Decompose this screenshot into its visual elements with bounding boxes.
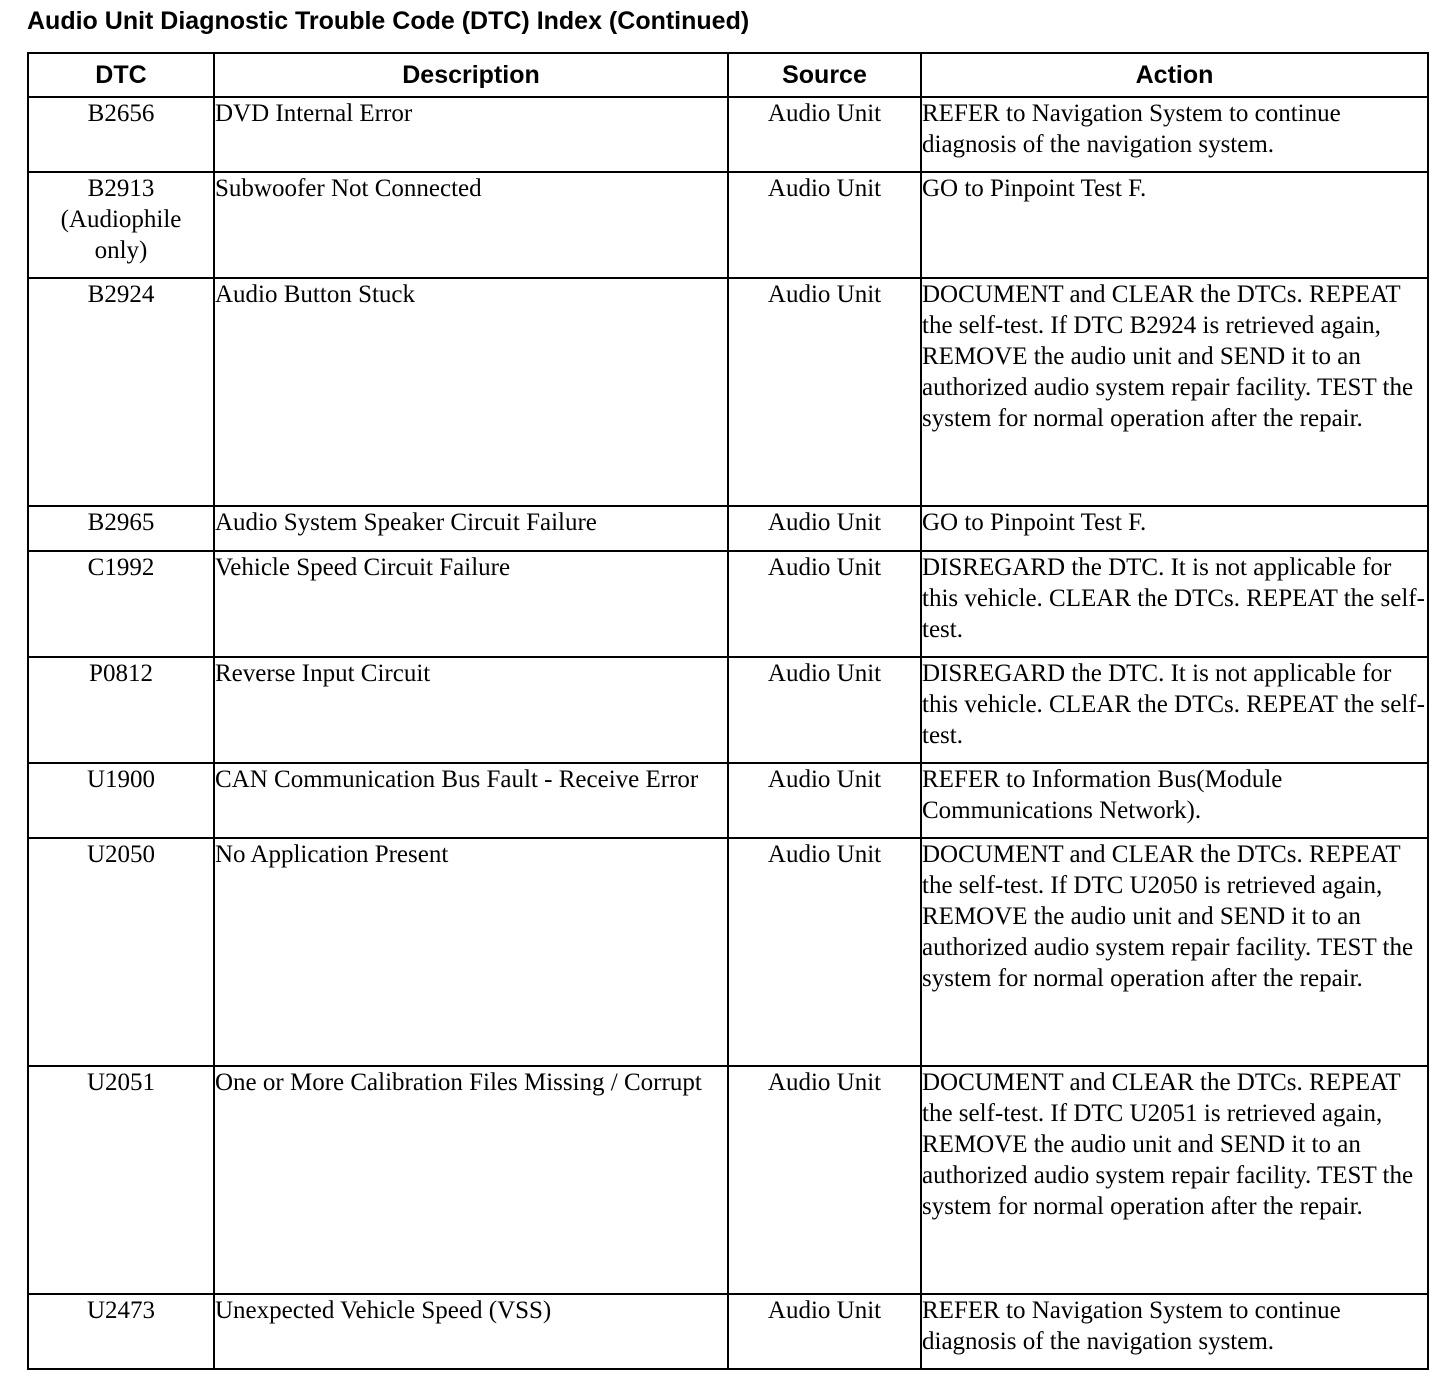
cell-description: Audio System Speaker Circuit Failure	[214, 506, 728, 551]
cell-dtc	[28, 763, 214, 838]
cell-dtc	[28, 1294, 214, 1369]
dtc-code-line: B2656	[87, 100, 155, 127]
table-row	[28, 1294, 1428, 1369]
cell-description: Vehicle Speed Circuit Failure	[214, 551, 728, 657]
page-title: Audio Unit Diagnostic Trouble Code (DTC) Index (Continued)	[27, 7, 750, 35]
cell-action: DOCUMENT and CLEAR the DTCs. REPEAT the self-test. If DTC U2050 is retrieved again, REMOVE the audio unit and SEND it to an authorized audio system repair facility. TEST the system for normal operation after the repair.	[921, 838, 1428, 1066]
dtc-code-line: U2050	[86, 841, 156, 868]
cell-action: DOCUMENT and CLEAR the DTCs. REPEAT the self-test. If DTC B2924 is retrieved again, REMOVE the audio unit and SEND it to an authorized audio system repair facility. TEST the system for normal operation after the repair.	[921, 278, 1428, 506]
cell-action: DOCUMENT and CLEAR the DTCs. REPEAT the self-test. If DTC U2051 is retrieved again, REMOVE the audio unit and SEND it to an authorized audio system repair facility. TEST the system for normal operation after the repair.	[921, 1066, 1428, 1294]
cell-source: Audio Unit	[728, 172, 921, 278]
cell-dtc	[28, 838, 214, 1066]
cell-source: Audio Unit	[728, 763, 921, 838]
table-row	[28, 763, 1428, 838]
table-header-row	[28, 53, 1428, 97]
cell-dtc	[28, 551, 214, 657]
cell-description: Reverse Input Circuit	[214, 657, 728, 763]
table-row	[28, 657, 1428, 763]
cell-source: Audio Unit	[728, 97, 921, 172]
cell-source: Audio Unit	[728, 506, 921, 551]
cell-dtc	[28, 97, 214, 172]
cell-action: REFER to Navigation System to continue diagnosis of the navigation system.	[921, 97, 1428, 172]
dtc-code-line: B2913	[87, 175, 155, 202]
cell-description: One or More Calibration Files Missing / Corrupt	[214, 1066, 728, 1294]
dtc-code-line: P0812	[89, 660, 153, 687]
cell-source: Audio Unit	[728, 838, 921, 1066]
dtc-index-table	[27, 52, 1429, 1370]
cell-source: Audio Unit	[728, 278, 921, 506]
cell-action: DISREGARD the DTC. It is not applicable for this vehicle. CLEAR the DTCs. REPEAT the self-test.	[921, 551, 1428, 657]
cell-description: Audio Button Stuck	[214, 278, 728, 506]
table-row	[28, 172, 1428, 278]
dtc-code-line: B2965	[87, 509, 155, 536]
cell-action: REFER to Information Bus(Module Communications Network).	[921, 763, 1428, 838]
cell-description: No Application Present	[214, 838, 728, 1066]
table-row	[28, 506, 1428, 551]
cell-dtc	[28, 172, 214, 278]
table-row	[28, 1066, 1428, 1294]
dtc-code-line: U2051	[86, 1069, 156, 1096]
header-source: Source	[728, 53, 921, 97]
table-body	[28, 97, 1428, 1369]
cell-action: REFER to Navigation System to continue diagnosis of the navigation system.	[921, 1294, 1428, 1369]
header-description: Description	[214, 53, 728, 97]
dtc-code-line: C1992	[87, 554, 155, 581]
table-row	[28, 278, 1428, 506]
table-row	[28, 838, 1428, 1066]
cell-description: Unexpected Vehicle Speed (VSS)	[214, 1294, 728, 1369]
cell-description: CAN Communication Bus Fault - Receive Error	[214, 763, 728, 838]
dtc-code-line: B2924	[87, 281, 155, 308]
table-row	[28, 551, 1428, 657]
cell-source: Audio Unit	[728, 1294, 921, 1369]
cell-source: Audio Unit	[728, 657, 921, 763]
cell-source: Audio Unit	[728, 551, 921, 657]
dtc-code-line: (Audiophile	[60, 206, 182, 233]
dtc-code-line: U2473	[86, 1297, 156, 1324]
dtc-code-line: only)	[94, 237, 148, 264]
table-row	[28, 97, 1428, 172]
cell-description: Subwoofer Not Connected	[214, 172, 728, 278]
header-dtc: DTC	[28, 53, 214, 97]
header-action: Action	[921, 53, 1428, 97]
cell-action: GO to Pinpoint Test F.	[921, 172, 1428, 278]
cell-description: DVD Internal Error	[214, 97, 728, 172]
dtc-code-line: U1900	[86, 766, 156, 793]
cell-dtc	[28, 657, 214, 763]
cell-dtc	[28, 1066, 214, 1294]
cell-dtc	[28, 278, 214, 506]
cell-source: Audio Unit	[728, 1066, 921, 1294]
cell-action: DISREGARD the DTC. It is not applicable for this vehicle. CLEAR the DTCs. REPEAT the self-test.	[921, 657, 1428, 763]
cell-action: GO to Pinpoint Test F.	[921, 506, 1428, 551]
cell-dtc	[28, 506, 214, 551]
